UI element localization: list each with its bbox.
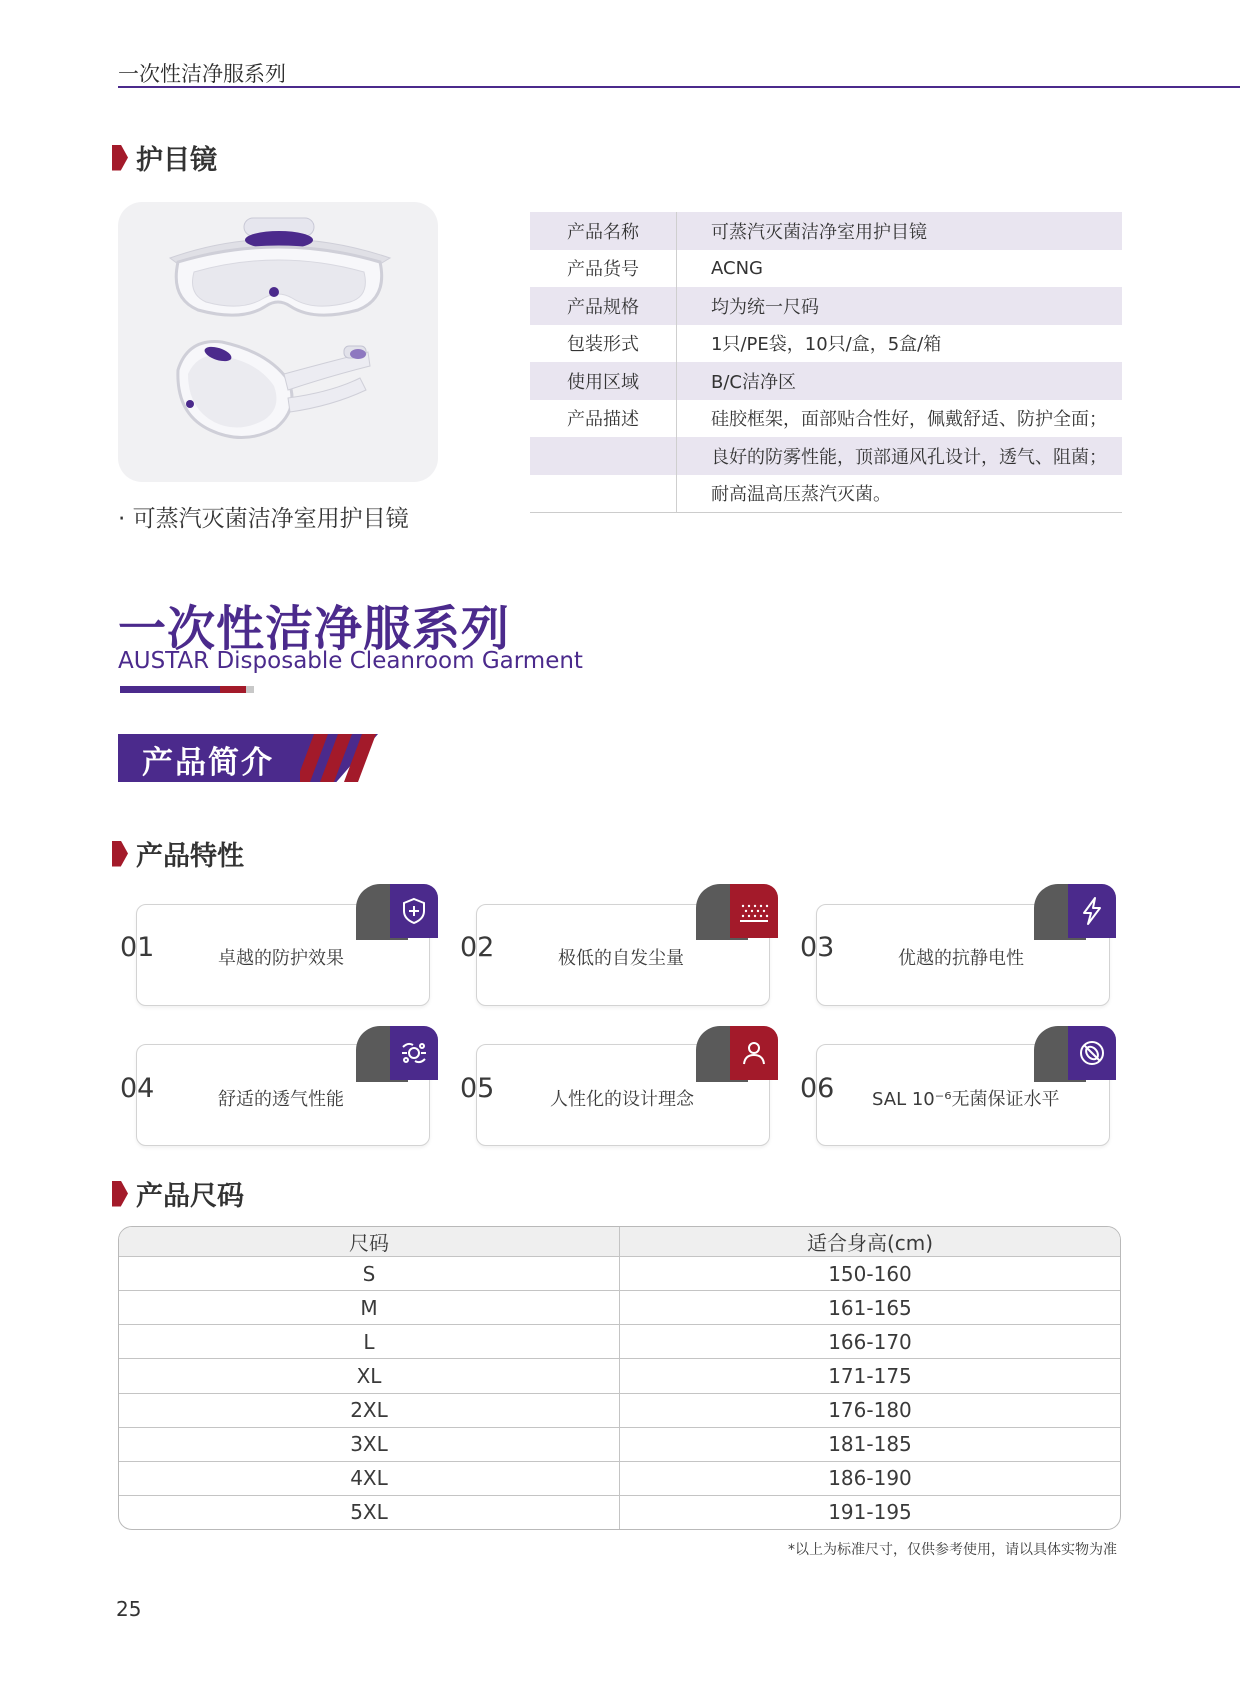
table-header-row [119, 1227, 1120, 1257]
spec-key: 产品描述 [530, 400, 677, 438]
spec-key: 产品货号 [530, 250, 677, 288]
sizes-heading-text: 产品尺码 [136, 1181, 244, 1212]
spec-row [530, 475, 1122, 513]
slash-stripes-icon [300, 734, 380, 782]
goggles-heading-text: 护目镜 [136, 145, 217, 176]
no-bacteria-icon [1068, 1026, 1116, 1080]
spec-row [530, 400, 1122, 438]
spec-value: 均为统一尺码 [677, 287, 1123, 325]
size-cell: L [119, 1325, 620, 1359]
height-cell: 191-195 [828, 1500, 912, 1525]
spec-key: 产品名称 [530, 212, 677, 250]
goggles-section-heading [112, 138, 217, 177]
airflow-icon [390, 1026, 438, 1080]
size-cell: XL [119, 1359, 620, 1393]
feature-number: 04 [120, 1073, 155, 1104]
size-cell: M [119, 1291, 620, 1325]
height-cell: 171-175 [620, 1359, 1121, 1393]
sizes-section-heading [112, 1174, 244, 1213]
goggles-product-image [118, 202, 438, 482]
feature-label: 卓越的防护效果 [218, 948, 344, 969]
spec-key: 包装形式 [530, 325, 677, 363]
feature-label: 优越的抗静电性 [898, 948, 1024, 969]
spec-key: 产品规格 [530, 287, 677, 325]
feature-label: 人性化的设计理念 [550, 1089, 694, 1110]
table-row [119, 1325, 1120, 1359]
feature-number: 01 [120, 932, 155, 963]
table-row [119, 1427, 1120, 1461]
shield-plus-icon [390, 884, 438, 938]
spec-key: 使用区域 [530, 362, 677, 400]
spec-row [530, 325, 1122, 363]
goggles-illustration [118, 202, 438, 482]
page-number: 25 [116, 1597, 142, 1621]
size-note: *以上为标准尺寸，仅供参考使用，请以具体实物为准 [788, 1542, 1117, 1558]
feature-label: 舒适的透气性能 [218, 1089, 344, 1110]
size-cell: 3XL [119, 1427, 620, 1461]
series-title: 一次性洁净服系列 [118, 601, 511, 657]
spec-value: 良好的防雾性能，顶部通风孔设计，透气、阻菌； [677, 437, 1123, 475]
height-cell: 176-180 [620, 1393, 1121, 1427]
spec-key [530, 475, 677, 513]
spec-value: 可蒸汽灭菌洁净室用护目镜 [677, 212, 1123, 250]
spec-row [530, 362, 1122, 400]
spec-value: B/C洁净区 [677, 362, 1123, 400]
size-cell: 5XL [119, 1495, 620, 1529]
spec-key [530, 437, 677, 475]
series-subtitle: AUSTAR Disposable Cleanroom Garment [118, 648, 583, 674]
size-cell: 4XL [119, 1461, 620, 1495]
table-row [119, 1257, 1120, 1291]
features-heading-text: 产品特性 [136, 841, 244, 872]
spec-row [530, 287, 1122, 325]
column-header-size: 尺码 [119, 1227, 620, 1257]
size-table [118, 1226, 1121, 1530]
table-row [119, 1359, 1120, 1393]
spec-value: 硅胶框架，面部贴合性好，佩戴舒适、防护全面； [711, 409, 1107, 431]
table-row [119, 1495, 1120, 1529]
height-cell: 166-170 [620, 1325, 1121, 1359]
spec-row [530, 212, 1122, 250]
table-row [119, 1461, 1120, 1495]
heading-marker-icon [112, 1181, 128, 1207]
table-row [119, 1291, 1120, 1325]
height-cell: 150-160 [620, 1257, 1121, 1291]
feature-number: 06 [800, 1073, 835, 1104]
height-cell: 181-185 [620, 1427, 1121, 1461]
feature-number: 03 [800, 932, 835, 963]
size-cell: 2XL [119, 1393, 620, 1427]
heading-marker-icon [112, 841, 128, 867]
height-cell: 161-165 [620, 1291, 1121, 1325]
size-cell: S [119, 1257, 620, 1291]
dust-particles-icon [730, 884, 778, 938]
feature-number: 02 [460, 932, 495, 963]
intro-label: 产品简介 [142, 745, 274, 781]
heading-marker-icon [112, 145, 128, 171]
column-header-height: 适合身高(cm) [620, 1227, 1121, 1257]
spec-value: 耐高温高压蒸汽灭菌。 [711, 484, 891, 506]
feature-label: SAL 10⁻⁶无菌保证水平 [872, 1089, 1060, 1110]
goggles-spec-table [530, 212, 1122, 512]
goggles-caption: · 可蒸汽灭菌洁净室用护目镜 [118, 506, 409, 532]
height-cell: 186-190 [620, 1461, 1121, 1495]
feature-label: 极低的自发尘量 [558, 948, 684, 969]
person-icon [730, 1026, 778, 1080]
spec-row [530, 437, 1122, 475]
table-row [119, 1393, 1120, 1427]
spec-row [530, 250, 1122, 288]
running-header: 一次性洁净服系列 [118, 62, 286, 86]
features-section-heading [112, 834, 244, 873]
spec-value: 1只/PE袋，10只/盒，5盒/箱 [711, 334, 942, 356]
header-rule [118, 86, 1240, 88]
lightning-icon [1068, 884, 1116, 938]
spec-table-bottom-rule [530, 512, 1122, 513]
title-underline [120, 686, 254, 693]
spec-value: ACNG [711, 257, 763, 279]
feature-number: 05 [460, 1073, 495, 1104]
